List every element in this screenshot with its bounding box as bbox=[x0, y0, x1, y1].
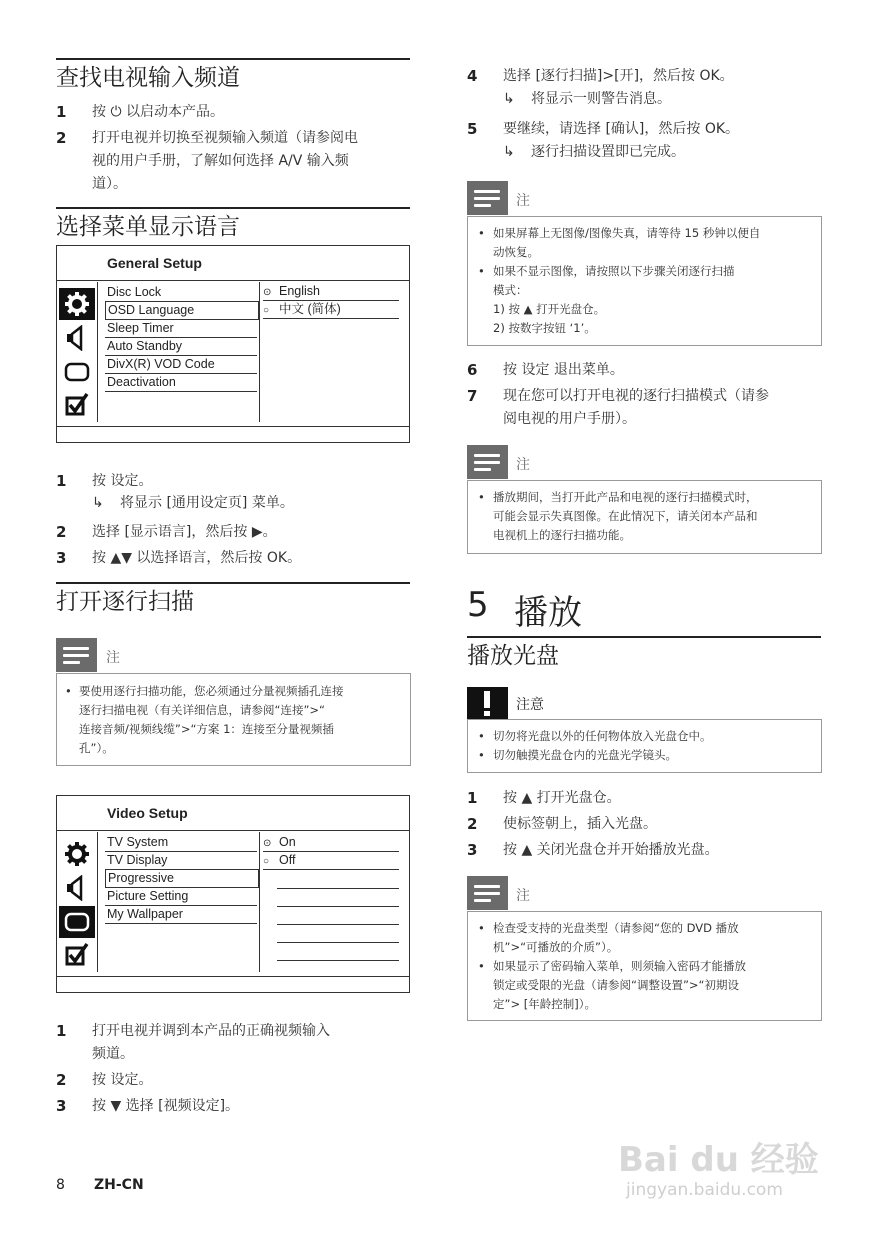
caution-text: 切勿触摸光盘仓内的光盘光学镜头。 bbox=[493, 748, 677, 762]
note-title: 注 bbox=[106, 650, 120, 666]
caution-text: 切勿将光盘以外的任何物体放入光盘仓中。 bbox=[493, 729, 712, 743]
note-text: 锁定或受限的光盘（请参阅“调整设置”>“初期设 bbox=[493, 978, 740, 992]
chapter-number: 5 bbox=[467, 585, 489, 625]
caution-icon bbox=[467, 687, 508, 719]
divider bbox=[259, 282, 260, 422]
radio-selected-icon: ⊙ bbox=[263, 287, 272, 298]
empty-option bbox=[277, 925, 399, 943]
menu-title: General Setup bbox=[107, 255, 202, 271]
option-on[interactable]: ⊙ On bbox=[263, 834, 399, 852]
note-icon bbox=[56, 638, 97, 672]
note-icon bbox=[467, 445, 508, 479]
menu-item[interactable]: TV Display bbox=[105, 852, 257, 870]
note-box bbox=[467, 216, 822, 346]
note-box bbox=[467, 480, 822, 554]
note-bullet: • bbox=[478, 959, 485, 973]
result-arrow-icon: ↳ bbox=[503, 144, 515, 160]
radio-icon: ○ bbox=[263, 305, 270, 316]
checkbox-icon[interactable] bbox=[59, 938, 95, 970]
note-text: • 要使用逐行扫描功能，您必须通过分量视频插孔连接 bbox=[63, 682, 403, 701]
note-bullet: • bbox=[478, 748, 485, 762]
note-bullet: • bbox=[478, 490, 485, 504]
divider bbox=[57, 976, 409, 977]
result-line: ↳ 将显示 [通用设定页] 菜单。 bbox=[92, 492, 422, 514]
divider bbox=[259, 832, 260, 972]
display-icon[interactable] bbox=[59, 906, 95, 938]
note-bullet: • bbox=[478, 264, 485, 278]
page-number: 8 bbox=[56, 1177, 65, 1193]
section-title-find-tv-channel: 查找电视输入频道 bbox=[56, 58, 410, 94]
language-code: ZH-CN bbox=[94, 1177, 144, 1193]
caution-title: 注意 bbox=[516, 697, 544, 713]
video-setup-menu bbox=[56, 795, 410, 993]
note-box bbox=[467, 911, 822, 1021]
note-text: 孔”）。 bbox=[79, 741, 114, 755]
note-text: 可能会显示失真图像。在此情况下，请关闭本产品和 bbox=[493, 509, 758, 523]
menu-item[interactable]: Deactivation bbox=[105, 374, 257, 392]
note-bullet: • bbox=[478, 226, 485, 240]
divider bbox=[57, 280, 409, 281]
menu-item[interactable]: Auto Standby bbox=[105, 338, 257, 356]
section-title-play-disc: 播放光盘 bbox=[467, 636, 821, 672]
option-chinese[interactable]: ○ 中文 (简体) bbox=[263, 301, 399, 319]
note-text: 模式： bbox=[493, 283, 528, 297]
gear-icon[interactable] bbox=[59, 288, 95, 320]
option-off[interactable]: ○ Off bbox=[263, 852, 399, 870]
menu-item[interactable]: Sleep Timer bbox=[105, 320, 257, 338]
menu-item[interactable]: Picture Setting bbox=[105, 888, 257, 906]
section-title-progressive-scan: 打开逐行扫描 bbox=[56, 582, 410, 618]
note-title: 注 bbox=[516, 457, 530, 473]
note-bullet: • bbox=[478, 921, 485, 935]
radio-icon: ○ bbox=[263, 856, 270, 867]
watermark-url: jingyan.baidu.com bbox=[626, 1180, 783, 1200]
result-arrow-icon: ↳ bbox=[503, 91, 515, 107]
note-text: 如果不显示图像，请按照以下步骤关闭逐行扫描 bbox=[493, 264, 735, 278]
result-arrow-icon: ↳ bbox=[92, 495, 104, 511]
note-icon bbox=[467, 876, 508, 910]
note-text: 检查受支持的光盘类型（请参阅“您的 DVD 播放 bbox=[493, 921, 739, 935]
note-text: 播放期间，当打开此产品和电视的逐行扫描模式时， bbox=[493, 490, 758, 504]
note-text: 定”> [年龄控制]）。 bbox=[493, 997, 596, 1011]
speaker-icon[interactable] bbox=[59, 322, 95, 354]
empty-option bbox=[277, 943, 399, 961]
note-text: 连接音频/视频线缆”>“方案 1：连接至分量视频插 bbox=[79, 722, 334, 736]
checkbox-icon[interactable] bbox=[59, 388, 95, 420]
menu-item[interactable]: My Wallpaper bbox=[105, 906, 257, 924]
menu-item[interactable]: TV System bbox=[105, 834, 257, 852]
result-line: ↳ 将显示一则警告消息。 bbox=[503, 88, 823, 110]
chapter-title: 播放 bbox=[514, 593, 582, 633]
note-box bbox=[56, 673, 411, 766]
note-title: 注 bbox=[516, 888, 530, 904]
divider bbox=[97, 282, 98, 422]
menu-item[interactable]: DivX(R) VOD Code bbox=[105, 356, 257, 374]
note-text: 机”>“可播放的介质”）。 bbox=[493, 940, 619, 954]
empty-option bbox=[277, 889, 399, 907]
result-line: ↳ 逐行扫描设置即已完成。 bbox=[503, 141, 823, 163]
divider bbox=[57, 830, 409, 831]
divider bbox=[97, 832, 98, 972]
divider bbox=[57, 426, 409, 427]
empty-option bbox=[277, 907, 399, 925]
note-text: 如果显示了密码输入菜单，则须输入密码才能播放 bbox=[493, 959, 746, 973]
general-setup-menu bbox=[56, 245, 410, 443]
note-icon bbox=[467, 181, 508, 215]
menu-title: Video Setup bbox=[107, 805, 188, 821]
empty-option bbox=[277, 871, 399, 889]
menu-item[interactable]: Disc Lock bbox=[105, 284, 257, 302]
note-text: 逐行扫描电视（有关详细信息，请参阅“连接”>“ bbox=[79, 703, 326, 717]
note-title: 注 bbox=[516, 193, 530, 209]
note-text: 2) 按数字按钮 ‘1’。 bbox=[493, 321, 596, 335]
menu-item-selected[interactable]: OSD Language bbox=[105, 301, 259, 320]
note-text: 动恢复。 bbox=[493, 245, 539, 259]
section-title-menu-language: 选择菜单显示语言 bbox=[56, 207, 410, 243]
watermark-logo: Bai du 经验 bbox=[618, 1140, 819, 1180]
note-text: 电视机上的逐行扫描功能。 bbox=[493, 528, 631, 542]
gear-icon[interactable] bbox=[59, 838, 95, 870]
radio-selected-icon: ⊙ bbox=[263, 838, 272, 849]
caution-box bbox=[467, 719, 822, 773]
note-text: 1) 按 ▲ 打开光盘仓。 bbox=[493, 302, 606, 316]
speaker-icon[interactable] bbox=[59, 872, 95, 904]
note-text: 如果屏幕上无图像/图像失真，请等待 15 秒钟以便自 bbox=[493, 226, 761, 240]
option-english[interactable]: ⊙ English bbox=[263, 283, 399, 301]
display-icon[interactable] bbox=[59, 356, 95, 388]
note-bullet: • bbox=[478, 729, 485, 743]
menu-item-selected[interactable]: Progressive bbox=[105, 869, 259, 888]
